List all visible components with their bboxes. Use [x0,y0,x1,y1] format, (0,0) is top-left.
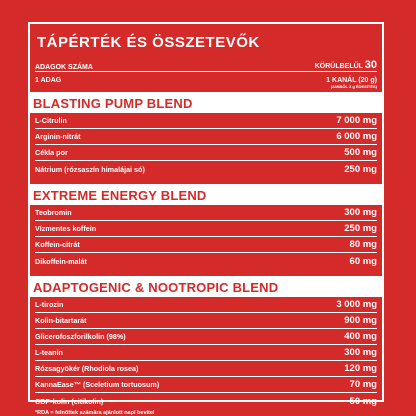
ingredient-row [35,393,377,409]
ingredient-row [35,161,377,177]
ingredient-amount: 50 mg [349,395,377,407]
ingredient-name: Teobromin [35,208,72,217]
servings-label: ADAGOK SZÁMA [35,64,93,71]
ingredient-name: Glicerofoszforilkolin (98%) [35,332,126,341]
rda-footnote: *RDA = felnőttek számára ajánlott napi bevitel [35,410,155,416]
ingredient-amount: 7 000 mg [336,115,377,126]
ingredient-row [35,221,377,237]
ingredient-row [35,313,377,329]
nutrition-panel [28,22,384,416]
ingredient-row [35,237,377,253]
ingredient-name: Koffein-citrát [35,240,80,249]
dose-row [35,71,377,84]
ingredient-name: Vízmentes koffein [35,224,97,233]
ingredient-name: Nátrium (rózsaszín himalájai só) [35,164,145,174]
blend-header: EXTREME ENERGY BLEND [30,184,382,205]
ingredient-name: Arginin-nitrát [35,132,81,141]
ingredient-amount: 6 000 mg [336,131,377,142]
ingredient-row [35,205,377,221]
ingredient-amount: 900 mg [344,315,377,326]
dose-note: (AMIBŐL 3 g ÉDESÍTÉS) [330,84,377,89]
servings-approx-value: 30 [364,59,377,71]
ingredient-amount: 3 000 mg [336,299,377,310]
ingredient-amount: 60 mg [349,255,377,267]
ingredient-name: L-Citrulin [35,116,67,125]
ingredient-amount: 250 mg [344,223,377,234]
dose-label: 1 ADAG [35,77,62,84]
servings-row [35,58,377,71]
ingredient-row [35,145,377,161]
ingredient-row [35,345,377,361]
blend-header: BLASTING PUMP BLEND [30,92,382,113]
blend-list [35,113,377,177]
ingredient-amount: 70 mg [349,379,377,390]
ingredient-amount: 120 mg [344,363,377,374]
ingredient-name: CDP-kolin (citikolin) [35,396,104,406]
ingredient-name: KannaEase™ (Sceletium tortuosum) [35,380,160,389]
ingredient-row [35,377,377,393]
section-gap [35,177,377,183]
blend-list [35,297,377,409]
ingredient-row [35,113,377,129]
section-gap [35,269,377,275]
ingredient-name: Cékla por [35,148,68,157]
ingredient-amount: 80 mg [349,239,377,250]
ingredient-name: L-tirozin [35,300,64,309]
ingredient-row [35,253,377,269]
ingredient-name: Rózsagyökér (Rhodiola rosea) [35,364,139,373]
blend-header: ADAPTOGENIC & NOOTROPIC BLEND [30,276,382,297]
ingredient-amount: 400 mg [344,331,377,342]
servings-approx-label: KÖRÜLBELÜL [314,63,363,70]
ingredient-name: Dikoffein-malát [35,256,87,266]
ingredient-amount: 250 mg [344,163,377,175]
dose-value: 1 KANÁL (20 g) [326,77,377,84]
ingredient-amount: 500 mg [344,147,377,158]
ingredient-row [35,329,377,345]
ingredient-amount: 300 mg [344,207,377,218]
ingredient-row [35,361,377,377]
blend-list [35,205,377,269]
ingredient-name: Kolin-bitartarát [35,316,87,325]
servings-value [315,59,377,71]
panel-title: TÁPÉRTÉK ÉS ÖSSZETEVŐK [37,34,260,51]
ingredient-row [35,297,377,313]
ingredient-name: L-teanin [35,348,63,357]
ingredient-row [35,129,377,145]
ingredient-amount: 300 mg [344,347,377,358]
